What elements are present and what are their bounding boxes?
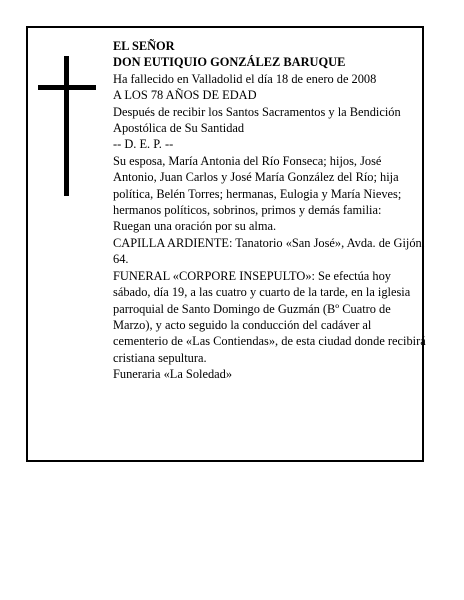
prayer-line: Ruegan una oración por su alma. <box>113 219 277 234</box>
deceased-name: DON EUTIQUIO GONZÁLEZ BARUQUE <box>113 55 346 70</box>
cross-icon <box>64 56 69 196</box>
title-line1: EL SEÑOR <box>113 39 175 53</box>
sacraments-paragraph: Después de recibir los Santos Sacramentos y la Bendición Apostólica de Su Santidad <box>113 104 401 136</box>
family-paragraph: Su esposa, María Antonia del Río Fonseca; hijos, José Antonio, Juan Carlos y José María González del Río; hija política, Belén Torres; hermanas, Eulogia y María Nieves; hermanos políticos, sobrinos, primos y demás familia: <box>113 153 402 218</box>
age-line: A LOS 78 AÑOS DE EDAD <box>113 88 257 103</box>
death-info: Ha fallecido en Valladolid el día 18 de enero de 2008 <box>113 71 377 86</box>
cross-icon-bar <box>38 85 96 90</box>
obituary-text <box>113 38 426 383</box>
dep-line: -- D. E. P. -- <box>113 137 174 152</box>
funeral-home: Funeraria «La Soledad» <box>113 367 233 382</box>
funeral-paragraph: FUNERAL «CORPORE INSEPULTO»: Se efectúa hoy sábado, día 19, a las cuatro y cuarto de la tarde, en la iglesia parroquial de Santo Domingo de Guzmán (Bº Cuatro de Marzo), y acto seguido la conducción del cadáver al cementerio de «Las Contiendas», de esta ciudad donde recibirá cristiana sepultura. <box>113 268 426 365</box>
chapel-paragraph: CAPILLA ARDIENTE: Tanatorio «San José», Avda. de Gijón, 64. <box>113 235 425 267</box>
